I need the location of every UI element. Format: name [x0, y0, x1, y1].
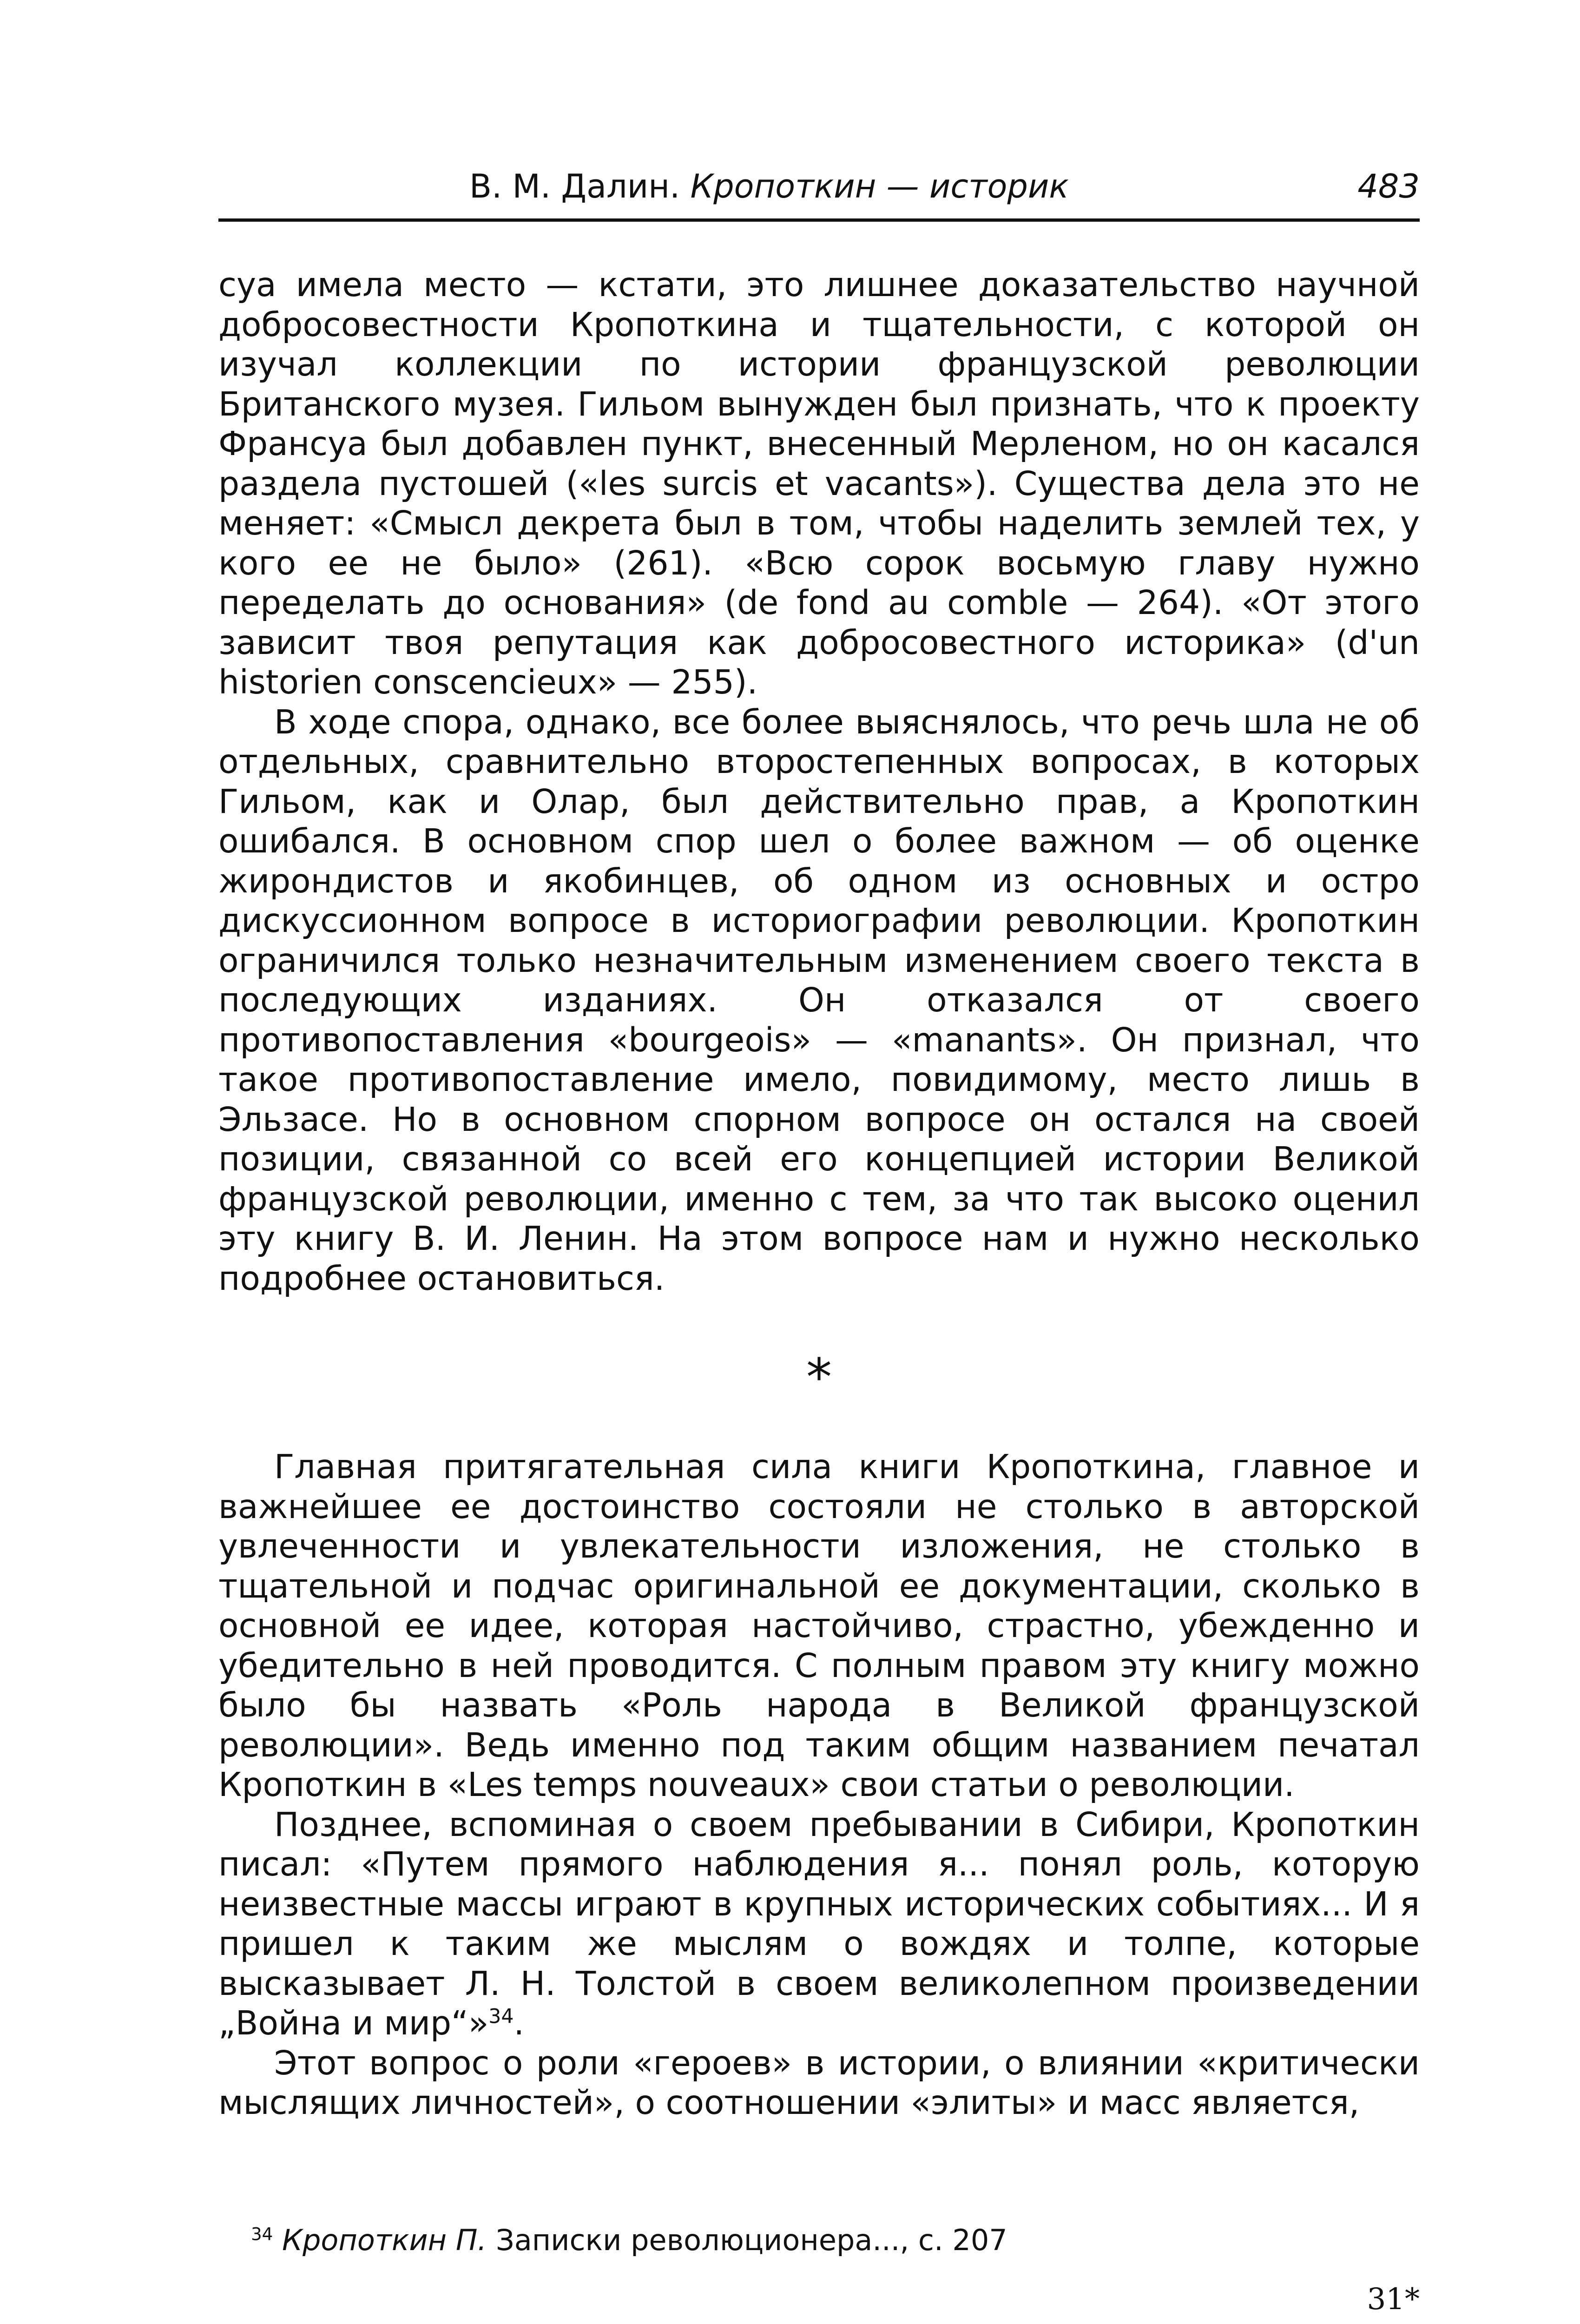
paragraph-1: суа имела место — кстати, это лишнее доказательство научной добросовестности Кропоткина и тщательности, с которой он изучал коллекции по истории французской революции Британского музея. Гильом вынужден был признать, что к проекту Франсуа был добавлен пункт, внесенный Мерленом, но он касался раздела пустошей («les surcis et vacants»). Существа дела это не меняет: «Смысл декрета был в том, чтобы наделить землей тех, у кого ее не было» (261). «Всю сорок восьмую главу нужно переделать до основания» (de fond au comble — 264). «От этого зависит твоя репутация как добросовестного историка» (d'un historien conscencieux» — 255).	[218, 265, 1420, 701]
section-separator-asterisk: *	[806, 1347, 832, 1407]
header-rule	[218, 218, 1420, 222]
paragraph-4: Позднее, вспоминая о своем пребывании в Сибири, Кропоткин писал: «Путем прямого наблюдения я... понял роль, которую неизвестные массы играют в крупных исторических событиях... И я пришел к таким же мыслям о вождях и толпе, которые высказывает Л. Н. Толстой в своем великолепном произведении „Война и мир“»$^{34}$.	[218, 1805, 1420, 2042]
printer-signature: 31*	[1367, 2282, 1420, 2317]
paragraph-5: Этот вопрос о роли «героев» в истории, о влиянии «критически мыслящих личностей», о соотношении «элиты» и масс является,	[218, 2043, 1420, 2122]
running-head-work: Кропоткин — историк	[690, 167, 1069, 205]
paragraph-2: В ходе спора, однако, все более выяснялось, что речь шла не об отдельных, сравнительно второстепенных вопросах, в которых Гильом, как и Олар, был действительно прав, а Кропоткин ошибался. В основном спор шел о более важном — об оценке жирондистов и якобинцев, об одном из основных и остро дискуссионном вопросе в историографии революции. Кропоткин ограничился только незначительным изменением своего текста в последующих изданиях. Он отказался от своего противопоставления «bourgeois» — «manants». Он признал, что такое противопоставление имело, повидимому, место лишь в Эльзасе. Но в основном спорном вопросе он остался на своей позиции, связанной со всей его концепцией истории Великой французской революции, именно с тем, за что так высоко оценил эту книгу В. И. Ленин. На этом вопросе нам и нужно несколько подробнее остановиться.	[218, 702, 1420, 1298]
footnote	[251, 2222, 1366, 2259]
running-head	[218, 160, 1420, 211]
main-text	[218, 265, 1420, 2123]
footnote-text: Записки революционера..., с. 207	[495, 2223, 1007, 2257]
running-title	[469, 167, 1069, 205]
paragraph-3: Главная притягательная сила книги Кропоткина, главное и важнейшее ее достоинство состояли не столько в авторской увлеченности и увлекательности изложения, не столько в тщательной и подчас оригинальной ее документации, сколько в основной ее идее, которая настойчиво, страстно, убежденно и убедительно в ней проводится. С полным правом эту книгу можно было бы назвать «Роль народа в Великой французской революции». Ведь именно под таким общим названием печатал Кропоткин в «Les temps nouveaux» свои статьи о революции.	[218, 1447, 1420, 1804]
running-head-author: В. М. Далин.	[469, 167, 680, 205]
footnote-number: 34	[251, 2224, 273, 2245]
page-number: 483	[1357, 167, 1420, 205]
footnote-reference: 34	[488, 2005, 514, 2028]
paragraph-4-text: Позднее, вспоминая о своем пребывании в Сибири, Кропоткин писал: «Путем прямого наблюдения я... понял роль, которую неизвестные массы играют в крупных исторических событиях... И я пришел к таким же мыслям о вождях и толпе, которые высказывает Л. Н. Толстой в своем великолепном произведении „Война и мир“»	[218, 1805, 1420, 2042]
footnote-author: Кропоткин П.	[282, 2223, 487, 2257]
